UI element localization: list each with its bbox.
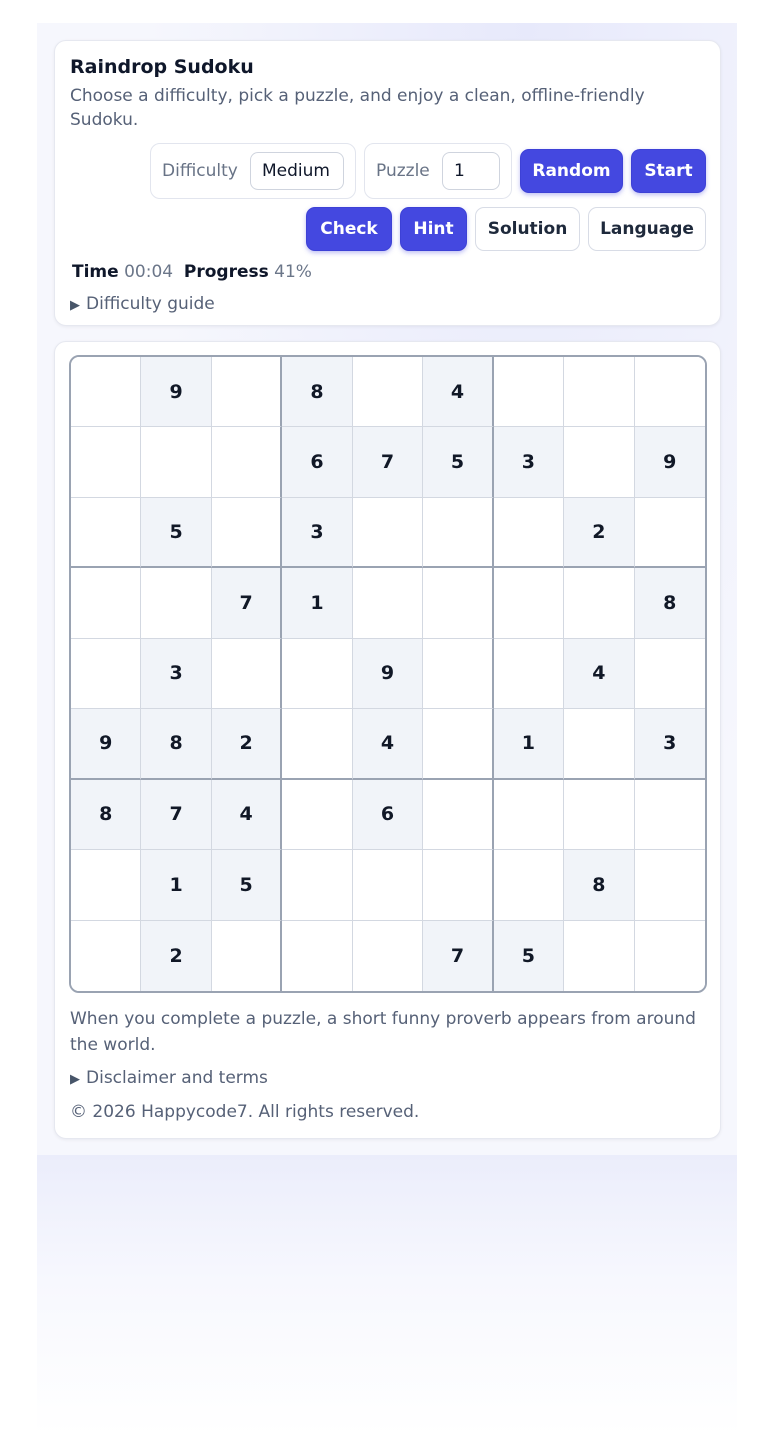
puzzle-number-input[interactable]: 1 <box>442 152 500 190</box>
sudoku-cell[interactable] <box>635 357 705 427</box>
sudoku-cell[interactable] <box>423 780 493 850</box>
difficulty-select[interactable]: Medium <box>250 152 344 190</box>
sudoku-cell[interactable]: 8 <box>564 850 634 920</box>
sudoku-cell[interactable] <box>353 850 423 920</box>
sudoku-cell[interactable]: 5 <box>423 427 493 497</box>
sudoku-grid <box>69 355 707 993</box>
sudoku-cell[interactable] <box>353 568 423 638</box>
sudoku-cell[interactable]: 2 <box>564 498 634 568</box>
difficulty-guide-label: Difficulty guide <box>86 294 215 314</box>
sudoku-cell[interactable]: 4 <box>212 780 282 850</box>
stats-line <box>72 262 312 282</box>
completion-note: When you complete a puzzle, a short funny proverb appears from around the world. <box>70 1009 696 1055</box>
sudoku-cell[interactable]: 6 <box>282 427 352 497</box>
sudoku-cell[interactable] <box>212 498 282 568</box>
sudoku-cell[interactable] <box>71 850 141 920</box>
sudoku-cell[interactable]: 9 <box>635 427 705 497</box>
sudoku-cell[interactable]: 3 <box>282 498 352 568</box>
sudoku-cell[interactable]: 8 <box>141 709 211 779</box>
hint-button[interactable]: Hint <box>400 207 467 251</box>
time-value: 00:04 <box>124 262 174 282</box>
sudoku-cell[interactable] <box>353 921 423 991</box>
sudoku-cell[interactable] <box>141 427 211 497</box>
sudoku-cell[interactable]: 7 <box>212 568 282 638</box>
sudoku-cell[interactable]: 2 <box>141 921 211 991</box>
sudoku-cell[interactable] <box>494 639 564 709</box>
sudoku-cell[interactable]: 7 <box>353 427 423 497</box>
random-button[interactable]: Random <box>520 149 623 193</box>
difficulty-label: Difficulty <box>162 161 238 181</box>
sudoku-cell[interactable]: 3 <box>141 639 211 709</box>
header-card <box>54 40 721 326</box>
sudoku-cell[interactable] <box>564 780 634 850</box>
sudoku-cell[interactable] <box>212 427 282 497</box>
sudoku-cell[interactable] <box>141 568 211 638</box>
start-button[interactable]: Start <box>631 149 706 193</box>
sudoku-cell[interactable]: 9 <box>71 709 141 779</box>
sudoku-cell[interactable] <box>423 568 493 638</box>
sudoku-cell[interactable] <box>635 850 705 920</box>
sudoku-cell[interactable] <box>564 427 634 497</box>
sudoku-cell[interactable] <box>564 921 634 991</box>
sudoku-cell[interactable]: 5 <box>494 921 564 991</box>
sudoku-cell[interactable]: 7 <box>423 921 493 991</box>
sudoku-cell[interactable]: 6 <box>353 780 423 850</box>
sudoku-cell[interactable]: 4 <box>564 639 634 709</box>
sudoku-cell[interactable] <box>212 357 282 427</box>
puzzle-group <box>364 143 512 199</box>
sudoku-cell[interactable] <box>494 357 564 427</box>
sudoku-cell[interactable] <box>423 639 493 709</box>
sudoku-cell[interactable]: 2 <box>212 709 282 779</box>
sudoku-cell[interactable]: 8 <box>635 568 705 638</box>
sudoku-cell[interactable]: 9 <box>353 639 423 709</box>
sudoku-cell[interactable] <box>282 709 352 779</box>
sudoku-cell[interactable] <box>282 639 352 709</box>
sudoku-cell[interactable]: 5 <box>212 850 282 920</box>
disclaimer-toggle[interactable] <box>70 1068 268 1088</box>
sudoku-cell[interactable] <box>635 498 705 568</box>
sudoku-cell[interactable] <box>282 780 352 850</box>
progress-value: 41% <box>274 262 312 282</box>
sudoku-cell[interactable]: 8 <box>71 780 141 850</box>
language-button[interactable]: Language <box>588 207 706 251</box>
disclosure-triangle-icon: ▶ <box>70 298 80 313</box>
sudoku-cell[interactable] <box>494 850 564 920</box>
sudoku-cell[interactable]: 1 <box>494 709 564 779</box>
page-bottom-band <box>37 1155 737 1436</box>
puzzle-label: Puzzle <box>376 161 430 181</box>
sudoku-cell[interactable]: 1 <box>282 568 352 638</box>
sudoku-cell[interactable] <box>423 850 493 920</box>
sudoku-cell[interactable] <box>282 850 352 920</box>
sudoku-cell[interactable] <box>635 639 705 709</box>
sudoku-cell[interactable] <box>282 921 352 991</box>
time-label: Time <box>72 262 119 282</box>
sudoku-cell[interactable] <box>635 921 705 991</box>
sudoku-cell[interactable] <box>71 498 141 568</box>
solution-button[interactable]: Solution <box>475 207 580 251</box>
sudoku-cell[interactable] <box>494 780 564 850</box>
sudoku-cell[interactable] <box>71 921 141 991</box>
sudoku-cell[interactable]: 3 <box>635 709 705 779</box>
disclosure-triangle-icon: ▶ <box>70 1072 80 1087</box>
sudoku-cell[interactable] <box>212 639 282 709</box>
sudoku-cell[interactable] <box>564 357 634 427</box>
sudoku-cell[interactable] <box>423 498 493 568</box>
difficulty-group <box>150 143 356 199</box>
copyright-text: © 2026 Happycode7. All rights reserved. <box>70 1102 420 1122</box>
sudoku-cell[interactable]: 9 <box>141 357 211 427</box>
difficulty-guide-toggle[interactable] <box>70 294 215 314</box>
sudoku-cell[interactable] <box>71 639 141 709</box>
sudoku-cell[interactable] <box>353 498 423 568</box>
check-button[interactable]: Check <box>306 207 392 251</box>
sudoku-cell[interactable]: 3 <box>494 427 564 497</box>
sudoku-cell[interactable] <box>71 427 141 497</box>
sudoku-cell[interactable]: 4 <box>423 357 493 427</box>
sudoku-cell[interactable] <box>494 498 564 568</box>
sudoku-cell[interactable] <box>564 709 634 779</box>
app-title: Raindrop Sudoku <box>70 56 254 78</box>
sudoku-cell[interactable]: 1 <box>141 850 211 920</box>
board-card <box>54 341 721 1139</box>
progress-label: Progress <box>183 262 269 282</box>
disclaimer-label: Disclaimer and terms <box>86 1068 268 1088</box>
sudoku-cell[interactable]: 7 <box>141 780 211 850</box>
sudoku-cell[interactable] <box>71 357 141 427</box>
sudoku-cell[interactable] <box>635 780 705 850</box>
sudoku-cell[interactable] <box>423 709 493 779</box>
sudoku-cell[interactable] <box>353 357 423 427</box>
sudoku-cell[interactable]: 8 <box>282 357 352 427</box>
sudoku-cell[interactable] <box>212 921 282 991</box>
sudoku-cell[interactable] <box>494 568 564 638</box>
sudoku-cell[interactable]: 4 <box>353 709 423 779</box>
sudoku-cell[interactable] <box>564 568 634 638</box>
page-background <box>37 23 737 1436</box>
app-subtitle: Choose a difficulty, pick a puzzle, and enjoy a clean, offline-friendly Sudoku. <box>70 86 645 130</box>
sudoku-cell[interactable]: 5 <box>141 498 211 568</box>
sudoku-cell[interactable] <box>71 568 141 638</box>
